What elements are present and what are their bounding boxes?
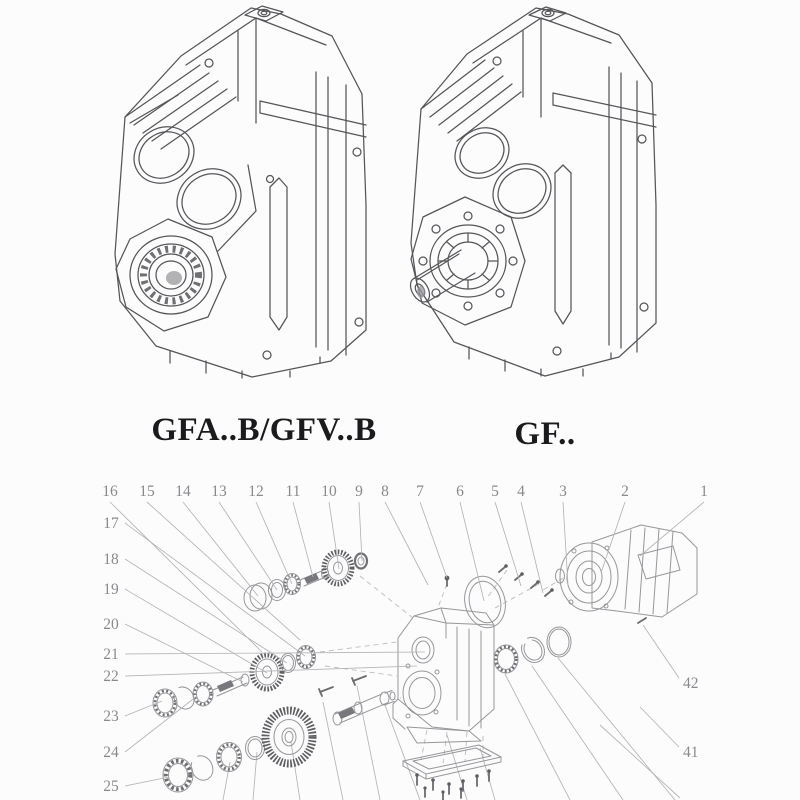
part-callout-42: 42 [683, 675, 699, 692]
part-callout-12: 12 [248, 483, 264, 500]
leader-line-21 [125, 652, 425, 654]
part-callout-3: 3 [559, 483, 567, 500]
leader-line-19 [125, 589, 267, 673]
part-callout-9: 9 [355, 483, 363, 500]
part-callout-18: 18 [103, 551, 119, 568]
leader-line-15 [147, 502, 300, 640]
leader-line-14 [183, 502, 258, 596]
part-callout-16: 16 [102, 483, 118, 500]
output-side-bearing-part [494, 645, 518, 673]
part-callout-8: 8 [381, 483, 389, 500]
leader-line-9 [359, 502, 362, 561]
leader-line-16 [110, 502, 262, 652]
part-callout-11: 11 [285, 483, 301, 500]
part-callout-20: 20 [103, 616, 119, 633]
leader-line-41 [640, 707, 679, 747]
lock-nut-part [355, 554, 367, 569]
thrust-washer-part [281, 654, 296, 673]
part-callout-24: 24 [103, 744, 119, 761]
leader-line-25 [125, 777, 169, 786]
circlip-part [517, 633, 549, 666]
input-gear-part [324, 552, 352, 584]
intermediate-bearing-c-part [297, 646, 316, 669]
part-callout-22: 22 [103, 668, 119, 685]
leader-line-42 [643, 625, 679, 678]
part-callout-4: 4 [517, 483, 525, 500]
model-label-gfab-gfvb: GFA..B/GFV..B [151, 412, 377, 448]
leader-line-4 [521, 502, 543, 593]
part-callout-6: 6 [456, 483, 464, 500]
part-callout-14: 14 [175, 483, 191, 500]
part-callout-25: 25 [103, 778, 119, 795]
drive-motor-part [556, 525, 698, 617]
callout-layer [102, 483, 708, 795]
leader-line-23 [125, 701, 162, 716]
part-callout-5: 5 [491, 483, 499, 500]
assembly-alignment-lines [320, 570, 563, 763]
intermediate-gear-part [252, 655, 282, 689]
gf-gearbox-line-drawing [405, 5, 705, 390]
end-cap-part [244, 583, 272, 611]
leader-line-13 [219, 502, 277, 590]
intermediate-pinion-shaft-part [213, 674, 249, 696]
leader-line-24 [125, 696, 197, 752]
output-ball-bearing-part [163, 758, 193, 792]
shaft-key-parts [319, 676, 366, 696]
leader-line-8 [385, 502, 428, 585]
intermediate-bearing-b-part [193, 682, 213, 706]
part-callout-21: 21 [103, 646, 119, 663]
part-callout-19: 19 [103, 581, 119, 598]
part-callout-41: 41 [683, 744, 699, 761]
retaining-ring-b-part [187, 752, 217, 784]
part-callout-1: 1 [700, 483, 708, 500]
model-label-gf: GF.. [514, 416, 576, 452]
leader-line-5 [495, 502, 521, 586]
leader-line-12 [256, 502, 292, 584]
leader-line-6 [460, 502, 484, 601]
leader-line-17 [125, 523, 305, 656]
part-callout-15: 15 [139, 483, 155, 500]
o-ring-part [547, 627, 571, 657]
gearbox-housing-part [393, 608, 494, 743]
part-callout-7: 7 [416, 483, 424, 500]
output-gear-part [266, 711, 313, 764]
exploded-parts-diagram [95, 480, 800, 800]
output-bearing-part [217, 743, 242, 772]
leader-line-11 [293, 502, 313, 577]
part-callout-13: 13 [211, 483, 227, 500]
leader-line-7 [420, 502, 447, 578]
leader-line-18 [125, 559, 287, 663]
part-callout-23: 23 [103, 708, 119, 725]
part-callout-10: 10 [321, 483, 337, 500]
flange-gasket-part [459, 572, 510, 632]
part-callout-2: 2 [621, 483, 629, 500]
output-washer-part [246, 737, 265, 760]
part-callout-17: 17 [103, 515, 119, 532]
gfab-gearbox-line-drawing [110, 5, 402, 390]
